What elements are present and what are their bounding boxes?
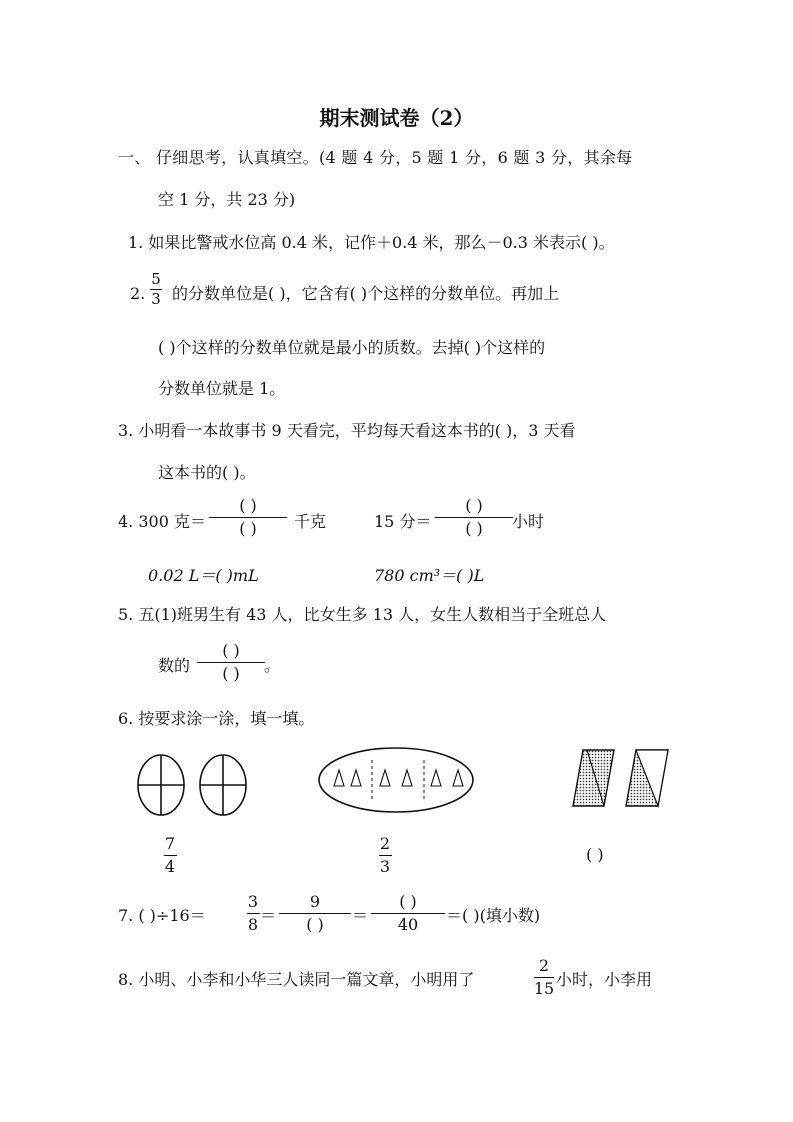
parallelogram-figure-2 bbox=[626, 750, 668, 806]
question-8-fraction bbox=[534, 958, 554, 997]
fraction-denominator: 15 bbox=[533, 979, 555, 998]
question-1: 1. 如果比警戒水位高 0.4 米，记作＋0.4 米，那么－0.3 米表示( )。 bbox=[128, 233, 615, 252]
fraction-denominator: ( ) bbox=[239, 519, 257, 538]
fraction-denominator: ( ) bbox=[306, 915, 324, 934]
fraction-denominator: ( ) bbox=[465, 519, 483, 538]
fraction-numerator: 7 bbox=[164, 834, 176, 853]
fraction-numerator: ( ) bbox=[465, 496, 483, 515]
question-6-fraction-2 bbox=[378, 836, 392, 875]
fraction-numerator: ( ) bbox=[239, 496, 257, 515]
question-8-left: 8. 小明、小李和小华三人读同一篇文章，小明用了 bbox=[118, 970, 475, 989]
fraction-numerator: 3 bbox=[247, 892, 259, 911]
question-6-fraction-1 bbox=[163, 836, 177, 875]
question-7-left: 7. ( )÷16＝ bbox=[118, 906, 206, 925]
question-6-text: 6. 按要求涂一涂，填一填。 bbox=[118, 709, 315, 728]
question-2-number: 2. bbox=[130, 284, 146, 303]
fraction-numerator: 2 bbox=[379, 834, 391, 853]
question-3-line1: 3. 小明看一本故事书 9 天看完，平均每天看这本书的( )，3 天看 bbox=[118, 421, 576, 440]
section-heading-line1: 一、 仔细思考，认真填空。(4 题 4 分，5 题 1 分，6 题 3 分，其余每 bbox=[118, 148, 633, 167]
question-4-d: 780 cm³＝( )L bbox=[374, 566, 485, 585]
question-4-c: 0.02 L＝( )mL bbox=[148, 566, 259, 585]
fraction-bar bbox=[534, 977, 554, 978]
fraction-numerator: 5 bbox=[151, 270, 161, 288]
question-2-line1: 的分数单位是( )，它含有( )个这样的分数单位。再加上 bbox=[172, 284, 560, 303]
question-4-b-unit: 小时 bbox=[512, 512, 545, 531]
question-5-line2-left: 数的 bbox=[158, 656, 191, 675]
question-5-line1: 5. 五(1)班男生有 43 人，比女生多 13 人，女生人数相当于全班总人 bbox=[118, 605, 607, 624]
question-2-line2: ( )个这样的分数单位就是最小的质数。去掉( )个这样的 bbox=[158, 338, 546, 357]
fraction-denominator: 3 bbox=[151, 290, 161, 308]
section-heading-line2: 空 1 分，共 23 分) bbox=[158, 190, 296, 209]
question-7-equals-1: ＝ bbox=[260, 906, 277, 925]
question-7-equals-2: ＝ bbox=[352, 906, 369, 925]
fraction-denominator: 40 bbox=[397, 915, 419, 934]
fraction-numerator: ( ) bbox=[222, 641, 240, 660]
fraction-bar bbox=[279, 913, 351, 914]
fraction-bar bbox=[379, 855, 392, 856]
question-4-a-left: 4. 300 克＝ bbox=[118, 512, 206, 531]
question-8-right: 小时，小李用 bbox=[556, 970, 653, 989]
fraction-numerator: 9 bbox=[309, 892, 321, 911]
question-7-fraction-1 bbox=[246, 894, 260, 933]
fraction-numerator: ( ) bbox=[399, 892, 417, 911]
fraction-denominator: 4 bbox=[164, 857, 176, 876]
question-7-right: ＝( )(填小数) bbox=[446, 906, 541, 925]
circle-figure-1 bbox=[138, 755, 184, 815]
triangle-icons bbox=[334, 770, 463, 786]
question-4-b-left: 15 分＝ bbox=[374, 512, 432, 531]
fraction-denominator: 8 bbox=[247, 915, 259, 934]
question-7-fraction-2 bbox=[278, 894, 352, 933]
question-5-line2-right: 。 bbox=[264, 656, 281, 675]
fraction-denominator: ( ) bbox=[222, 664, 240, 683]
fraction-bar bbox=[247, 913, 260, 914]
question-3-line2: 这本书的( )。 bbox=[158, 463, 256, 482]
fraction-numerator: 2 bbox=[538, 956, 550, 975]
circle-figure-2 bbox=[200, 755, 246, 815]
fraction-denominator: 3 bbox=[379, 857, 391, 876]
question-4-a-unit: 千克 bbox=[294, 512, 327, 531]
question-7-fraction-3 bbox=[370, 894, 446, 933]
fraction-bar bbox=[164, 855, 177, 856]
page-title: 期末测试卷（2） bbox=[319, 106, 474, 130]
question-2-line3: 分数单位就是 1。 bbox=[158, 379, 286, 398]
parallelogram-figure-1 bbox=[573, 750, 614, 806]
question-6-blank: ( ) bbox=[586, 845, 604, 864]
fraction-bar bbox=[371, 913, 445, 914]
